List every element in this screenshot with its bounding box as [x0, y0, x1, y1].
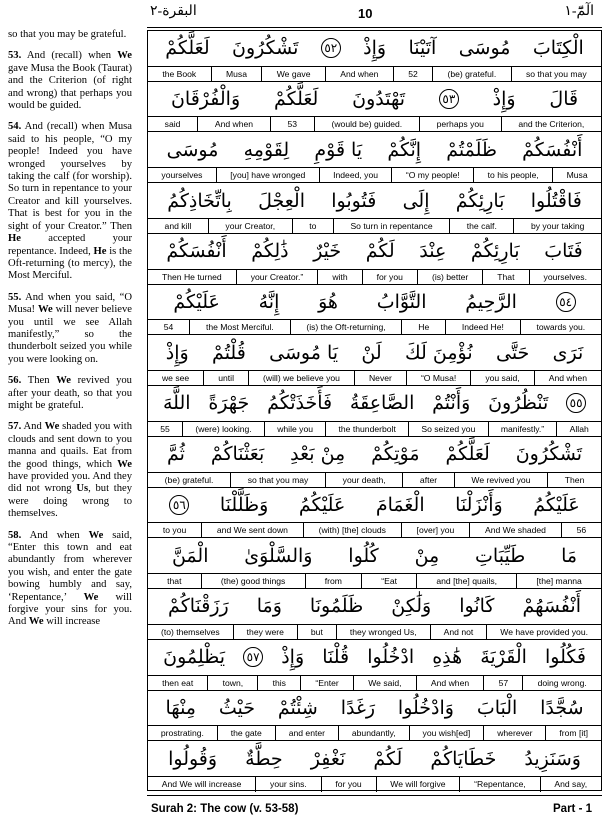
- arabic-word: آتَيْنَا: [408, 37, 437, 60]
- gloss-cell: town,: [207, 676, 257, 691]
- arabic-word: ثُمَّ: [167, 443, 185, 466]
- arabic-word: مُوسَى: [166, 138, 219, 161]
- arabic-word: لَعَلَّكُمْ: [165, 37, 210, 60]
- arabic-word: إِلَى: [402, 189, 430, 212]
- arabic-word: إِنَّكُمْ: [387, 138, 422, 161]
- arabic-row: [148, 132, 601, 167]
- arabic-word: أَنْفُسَكُمْ: [166, 240, 227, 263]
- gloss-cell: “Enter: [300, 676, 353, 691]
- arabic-word: مَوْتِكُمْ: [371, 443, 420, 466]
- gloss-row: [148, 116, 601, 132]
- arabic-word: تَنْظُرُونَ: [488, 392, 549, 415]
- gloss-cell: (will) we believe you: [248, 371, 354, 386]
- gloss-cell: to: [292, 219, 333, 234]
- verse-line: [148, 437, 601, 488]
- gloss-cell: Never: [354, 371, 406, 386]
- gloss-cell: And We shaded: [469, 523, 561, 538]
- gloss-cell: 52: [393, 67, 432, 82]
- arabic-word: الرَّحِيمُ: [465, 291, 517, 314]
- page-footer: [147, 795, 602, 823]
- translation-paragraph: [8, 50, 132, 112]
- gloss-cell: And We will increase: [161, 778, 242, 789]
- gloss-row: [148, 675, 601, 691]
- verse-number: 56.: [8, 375, 22, 387]
- arabic-word: وَإِذْ: [492, 88, 516, 111]
- verse-line: [148, 488, 601, 539]
- gloss-cell: perhaps you: [419, 117, 501, 132]
- arabic-word: الْمَنَّ: [171, 544, 209, 567]
- arabic-word: مِنْ: [414, 544, 440, 567]
- gloss-cell: the Book: [162, 68, 197, 79]
- arabic-row: [148, 538, 601, 573]
- gloss-cell: 57: [483, 676, 522, 691]
- arabic-word: مَا: [561, 544, 578, 567]
- ayah-marker: ٥٢: [321, 38, 341, 58]
- arabic-row: [148, 741, 601, 776]
- verse-line: [148, 386, 601, 437]
- gloss-cell: until: [203, 371, 248, 386]
- gloss-cell: and We sent down: [201, 523, 303, 538]
- translation-column: [8, 29, 132, 789]
- gloss-cell: Musa: [211, 67, 262, 82]
- gloss-cell: said: [164, 119, 181, 130]
- gloss-cell: after: [402, 473, 453, 488]
- gloss-row: [148, 167, 601, 183]
- arabic-word: هُوَ: [318, 291, 338, 314]
- gloss-cell: to you: [162, 525, 187, 536]
- verse-line: [148, 335, 601, 386]
- gloss-cell: and the Criterion,: [501, 117, 601, 132]
- arabic-word: مِنْهَا: [165, 696, 196, 719]
- verse-number: 54.: [8, 121, 22, 133]
- arabic-word: أَنْفُسَهُمْ: [522, 595, 581, 618]
- arabic-word: عِنْدَ: [419, 240, 447, 263]
- arabic-row: [148, 691, 601, 726]
- arabic-word: مِنْ بَعْدِ: [290, 443, 346, 466]
- page-number: 10: [358, 6, 373, 21]
- gloss-cell: to his people,: [473, 168, 552, 183]
- verse-translation: And (recall) when Musa said to his people, “O my people! Indeed you have wronged yourselves by taking the calf (for worship). So turn in repentance to your Creator and kill yourselves. That is best for you in the sight of your Creator.” Then He accepted your repentance. Indeed, He is the Oft-returning (to mercy), the Most Merciful.: [8, 121, 132, 282]
- gloss-cell: and [the] quails,: [416, 574, 516, 589]
- arabic-word: خَطَايَاكُمْ: [430, 747, 497, 770]
- verse-line: [148, 589, 601, 640]
- arabic-word: حِطَّةٌ: [245, 747, 283, 770]
- gloss-cell: you wish[ed]: [409, 726, 484, 741]
- gloss-cell: so that you may: [511, 67, 601, 82]
- gloss-cell: then eat: [162, 677, 194, 688]
- arabic-word: جَهْرَةً: [208, 392, 250, 415]
- verse-translation: Then We revived you after your death, so that you might be grateful.: [8, 375, 132, 411]
- gloss-cell: We have provided you.: [486, 625, 601, 640]
- gloss-cell: doing wrong.: [522, 676, 601, 691]
- arabic-word: وَظَلَّلْنَا: [219, 493, 269, 516]
- gloss-cell: And when: [416, 676, 484, 691]
- arabic-word: التَّوَّابُ: [376, 291, 427, 314]
- arabic-word: رَغَدًا: [340, 696, 376, 719]
- arabic-row: [148, 589, 601, 624]
- gloss-cell: [over] you: [401, 523, 469, 538]
- arabic-word: نُؤْمِنَ لَكَ: [405, 341, 473, 364]
- gloss-row: [148, 573, 601, 589]
- verse-line: [148, 234, 601, 285]
- arabic-word: نَرَى: [552, 341, 584, 364]
- verse-line: [148, 538, 601, 589]
- arabic-word: الْقَرْيَةَ: [480, 646, 527, 669]
- gloss-cell: Allah: [556, 422, 601, 437]
- arabic-word: عَلَيْكُمْ: [173, 291, 220, 314]
- arabic-word: فَأَخَذَتْكُمُ: [267, 392, 333, 415]
- arabic-word: الْغَمَامَ: [375, 493, 425, 516]
- arabic-word: وَقُولُوا: [168, 747, 218, 770]
- verse-line: [148, 132, 601, 183]
- arabic-word: وَأَنْتُمْ: [432, 392, 471, 415]
- gloss-cell: by your taking: [513, 219, 601, 234]
- gloss-cell: the thunderbolt: [325, 422, 408, 437]
- gloss-cell: so that you may: [230, 473, 325, 488]
- gloss-cell: for you: [362, 270, 417, 285]
- arabic-word: فَتَابَ: [544, 240, 583, 263]
- gloss-cell: your Creator.”: [236, 270, 318, 285]
- ayah-marker: ٥٣: [439, 89, 459, 109]
- arabic-word: الصَّاعِقَةُ: [349, 392, 415, 415]
- gloss-cell: your sins.: [255, 777, 320, 792]
- gloss-cell: your Creator,: [208, 219, 292, 234]
- arabic-word: هَٰذِهِ: [432, 646, 463, 669]
- verse-line: [148, 285, 601, 336]
- gloss-cell: your death,: [325, 473, 402, 488]
- arabic-word: وَأَنْزَلْنَا: [455, 493, 503, 516]
- verse-translation: And when you said, “O Musa! We will never believe you until we see Allah manifestly,” so the thunderbolt seized you while you were looking on.: [8, 291, 132, 365]
- arabic-word: لَكُمْ: [373, 747, 403, 770]
- gloss-cell: (to) themselves: [160, 626, 220, 637]
- gloss-row: [148, 218, 601, 234]
- gloss-cell: And when: [197, 117, 270, 132]
- arabic-word: رَزَقْنَاكُمْ: [168, 595, 229, 618]
- arabic-word: عَلَيْكُمُ: [533, 493, 580, 516]
- translation-paragraph: [8, 121, 132, 282]
- arabic-row: [148, 234, 601, 269]
- ayah-marker: ٥٦: [169, 495, 189, 515]
- arabic-word: أَنْفُسَكُمْ: [522, 138, 583, 161]
- gloss-row: [148, 472, 601, 488]
- gloss-cell: while you: [264, 422, 325, 437]
- word-by-word-grid: [147, 30, 602, 791]
- arabic-word: وَمَا: [256, 595, 282, 618]
- verse-translation: so that you may be grateful.: [8, 29, 127, 40]
- gloss-cell: We will forgive: [376, 777, 460, 792]
- gloss-cell: He: [401, 320, 445, 335]
- arabic-word: تَشْكُرُونَ: [515, 443, 583, 466]
- gloss-cell: this: [257, 676, 300, 691]
- arabic-word: شِئْتُمْ: [277, 696, 318, 719]
- gloss-cell: and kill: [164, 220, 192, 231]
- arabic-word: لَنْ: [361, 341, 382, 364]
- gloss-cell: we see: [161, 373, 190, 384]
- gloss-row: [148, 319, 601, 335]
- gloss-cell: We revived you: [454, 473, 547, 488]
- gloss-cell: manifestly.”: [488, 422, 557, 437]
- gloss-cell: [you] have wronged: [216, 168, 319, 183]
- arabic-row: [148, 31, 601, 66]
- gloss-row: [148, 269, 601, 285]
- gloss-cell: We said,: [353, 676, 416, 691]
- gloss-cell: And when: [325, 67, 393, 82]
- gloss-cell: Indeed, you: [319, 168, 392, 183]
- gloss-cell: that: [167, 576, 182, 587]
- gloss-cell: yourselves: [161, 170, 203, 181]
- arabic-word: ظَلَمُونَا: [309, 595, 364, 618]
- arabic-word: وَإِذْ: [165, 341, 189, 364]
- gloss-cell: 53: [270, 117, 314, 132]
- gloss-row: [148, 421, 601, 437]
- arabic-word: بَعَثْنَاكُمْ: [210, 443, 265, 466]
- verse-number: 57.: [8, 421, 22, 433]
- gloss-cell: Musa: [552, 168, 601, 183]
- arabic-word: قُلْنَا: [322, 646, 350, 669]
- gloss-cell: for you: [321, 777, 376, 792]
- arabic-row: [148, 82, 601, 117]
- arabic-row: [148, 640, 601, 675]
- arabic-word: بَارِئِكُمْ: [470, 240, 520, 263]
- verse-line: [148, 640, 601, 691]
- verse-number: 55.: [8, 291, 22, 303]
- gloss-cell: “O Musa!: [406, 371, 470, 386]
- gloss-cell: And not: [430, 625, 487, 640]
- gloss-cell: the calf.: [449, 219, 513, 234]
- gloss-cell: “Repentance,: [459, 777, 539, 792]
- gloss-cell: We gave: [261, 67, 325, 82]
- arabic-word: خَيْرٌ: [313, 240, 342, 263]
- gloss-cell: (the) good things: [201, 574, 305, 589]
- arabic-word: تَهْتَدُونَ: [352, 88, 406, 111]
- verse-line: [148, 183, 601, 234]
- verse-line: [148, 741, 601, 792]
- arabic-word: وَلَٰكِنْ: [391, 595, 432, 618]
- arabic-word: إِنَّهُ: [258, 291, 280, 314]
- gloss-row: [148, 522, 601, 538]
- gloss-cell: the gate: [217, 726, 275, 741]
- gloss-cell: Then: [547, 473, 601, 488]
- arabic-word: كُلُوا: [348, 544, 379, 567]
- translation-paragraph: [8, 29, 132, 41]
- footer-part: Part - 1: [553, 803, 592, 815]
- gloss-cell: [the] manna: [516, 574, 601, 589]
- ayah-marker: ٥٥: [566, 393, 586, 413]
- arabic-word: ظَلَمْتُمْ: [446, 138, 497, 161]
- translation-paragraph: [8, 292, 132, 366]
- arabic-word: الْكِتَابَ: [532, 37, 584, 60]
- gloss-cell: And when: [534, 371, 601, 386]
- arabic-row: [148, 488, 601, 523]
- gloss-cell: Indeed He!: [445, 320, 520, 335]
- verse-line: [148, 31, 601, 82]
- gloss-cell: they wronged Us,: [336, 625, 430, 640]
- gloss-cell: and enter: [275, 726, 338, 741]
- arabic-word: نَغْفِرْ: [310, 747, 346, 770]
- arabic-word: يَا مُوسَى: [269, 341, 339, 364]
- arabic-word: طَيِّبَاتِ: [475, 544, 526, 567]
- gloss-cell: 55: [160, 423, 170, 434]
- gloss-cell: (be) grateful.: [432, 67, 510, 82]
- gloss-row: [148, 624, 601, 640]
- arabic-row: [148, 437, 601, 472]
- gloss-cell: abundantly,: [338, 726, 409, 741]
- gloss-cell: 56: [561, 523, 601, 538]
- arabic-word: وَالسَّلْوَىٰ: [244, 544, 313, 567]
- arabic-word: بَارِئِكُمْ: [455, 189, 505, 212]
- arabic-word: ادْخُلُوا: [367, 646, 415, 669]
- gloss-cell: Then He turned: [161, 271, 222, 282]
- arabic-word: يَظْلِمُونَ: [163, 646, 226, 669]
- arabic-word: لَكُمْ: [365, 240, 395, 263]
- gloss-cell: So turn in repentance: [333, 219, 449, 234]
- gloss-cell: (be) grateful.: [164, 474, 214, 485]
- gloss-cell: (were) looking.: [182, 422, 264, 437]
- verse-number: 58.: [8, 529, 22, 541]
- gloss-cell: (is) the Oft-returning,: [290, 320, 402, 335]
- ayah-marker: ٥٧: [243, 647, 263, 667]
- gloss-cell: towards you.: [520, 320, 601, 335]
- arabic-word: مُوسَى: [458, 37, 511, 60]
- arabic-word: وَادْخُلُوا: [397, 696, 454, 719]
- gloss-row: [148, 725, 601, 741]
- arabic-word: حَيْثُ: [218, 696, 255, 719]
- gloss-cell: from: [305, 574, 362, 589]
- arabic-word: حَتَّى: [495, 341, 530, 364]
- header-surah-label: البقرة-٢: [150, 4, 197, 19]
- gloss-row: [148, 66, 601, 82]
- gloss-cell: but: [297, 625, 336, 640]
- arabic-row: [148, 285, 601, 320]
- arabic-word: وَإِذْ: [363, 37, 387, 60]
- arabic-word: وَسَنَزِيدُ: [524, 747, 581, 770]
- gloss-cell: So seized you: [408, 422, 487, 437]
- gloss-cell: prostrating.: [160, 728, 204, 739]
- footer-divider: [147, 795, 602, 796]
- gloss-cell: “Eat: [361, 574, 416, 589]
- footer-surah-info: Surah 2: The cow (v. 53-58): [151, 803, 299, 815]
- verse-translation: And We shaded you with clouds and sent down to you manna and quails. Eat from the good things, which We have provided you. And they did not wrong Us, but they were doing wrong to themselves.: [8, 421, 132, 520]
- header-part-label: الٓمّٓ-١: [564, 4, 594, 19]
- ayah-marker: ٥٤: [556, 292, 576, 312]
- arabic-word: قُلْتُمْ: [212, 341, 246, 364]
- arabic-word: يَا قَوْمِ: [314, 138, 363, 161]
- arabic-word: فَكُلُوا: [544, 646, 586, 669]
- translation-paragraph: [8, 530, 132, 629]
- gloss-cell: you said,: [470, 371, 533, 386]
- verse-translation: And (recall) when We gave Musa the Book (Taurat) and the Criterion (of right and wrong) that perhaps you would be guided.: [8, 50, 132, 112]
- verse-translation: And when We said, “Enter this town and eat abundantly from wherever you wish, and enter the gate bowing humbly and say, ‘Repentance,’ We will forgive your sins for you. And We will increase: [8, 529, 132, 628]
- gloss-cell: they were: [233, 625, 297, 640]
- arabic-word: الْعِجْلَ: [258, 189, 305, 212]
- arabic-word: فَتُوبُوا: [331, 189, 377, 212]
- arabic-word: ذَٰلِكُمْ: [251, 240, 289, 263]
- gloss-cell: (is) better: [417, 270, 482, 285]
- gloss-row: [148, 370, 601, 386]
- gloss-cell: with: [317, 270, 361, 285]
- translation-paragraph: [8, 375, 132, 412]
- arabic-row: [148, 335, 601, 370]
- gloss-cell: “O my people!: [391, 168, 473, 183]
- arabic-row: [148, 183, 601, 218]
- arabic-word: عَلَيْكُمُ: [298, 493, 346, 516]
- arabic-word: لَعَلَّكُمْ: [273, 88, 319, 111]
- arabic-word: قَالَ: [549, 88, 579, 111]
- gloss-cell: yourselves.: [529, 270, 602, 285]
- arabic-word: لِقَوْمِهِ: [243, 138, 290, 161]
- arabic-row: [148, 386, 601, 421]
- arabic-word: كَانُوا: [459, 595, 495, 618]
- gloss-cell: 54: [163, 322, 174, 333]
- gloss-cell: the Most Merciful.: [189, 320, 289, 335]
- arabic-word: بِاتِّخَاذِكُمُ: [167, 189, 232, 212]
- verse-number: 53.: [8, 50, 22, 62]
- gloss-cell: wherever: [483, 726, 545, 741]
- arabic-word: الْبَابَ: [476, 696, 518, 719]
- header-divider: [147, 27, 602, 28]
- arabic-word: تَشْكُرُونَ: [232, 37, 299, 60]
- arabic-word: وَإِذْ: [281, 646, 305, 669]
- gloss-cell: And say,: [540, 777, 601, 792]
- arabic-word: فَاقْتُلُوا: [530, 189, 582, 212]
- page-header: [0, 0, 612, 30]
- verse-line: [148, 691, 601, 742]
- gloss-cell: from [it]: [545, 726, 601, 741]
- gloss-cell: (with) [the] clouds: [303, 523, 401, 538]
- arabic-word: سُجَّدًا: [540, 696, 584, 719]
- arabic-word: اللَّهَ: [162, 392, 191, 415]
- translation-paragraph: [8, 421, 132, 520]
- gloss-row: [148, 776, 601, 792]
- gloss-cell: (would be) guided.: [314, 117, 419, 132]
- gloss-cell: That: [482, 270, 528, 285]
- arabic-word: وَالْفُرْقَانَ: [170, 88, 241, 111]
- verse-line: [148, 82, 601, 133]
- arabic-word: لَعَلَّكُمْ: [445, 443, 490, 466]
